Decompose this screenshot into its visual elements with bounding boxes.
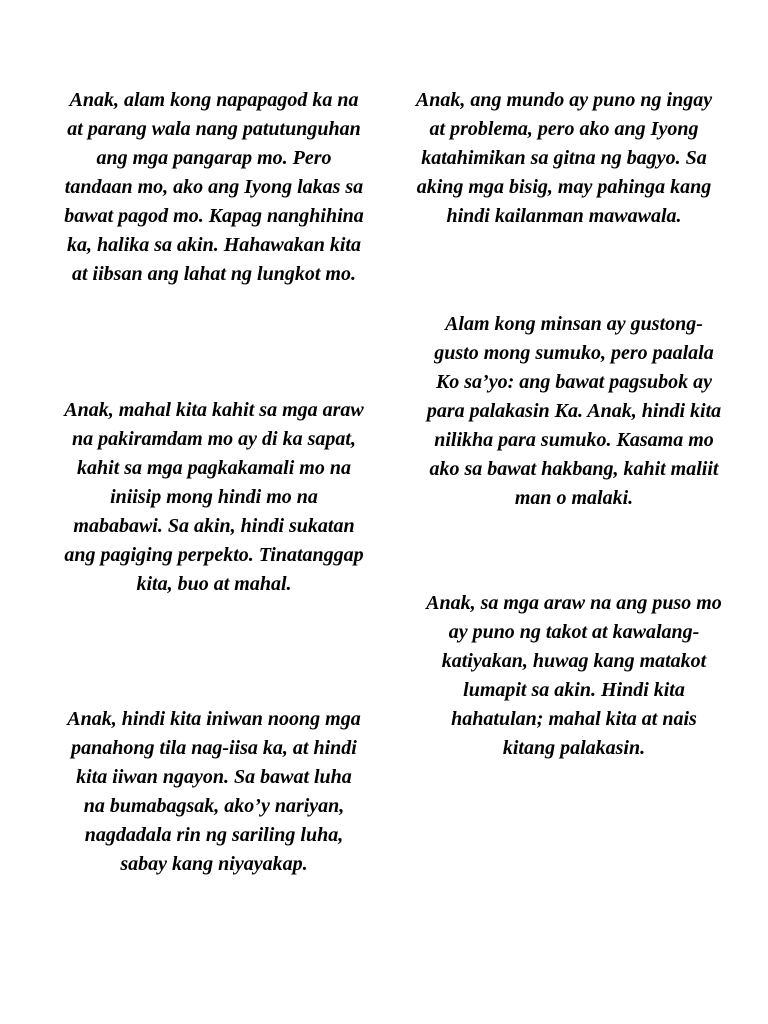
paragraph-4: Anak, ang mundo ay puno ng ingay at problema, pero ako ang Iyong katahimikan sa gitna ng bagyo. Sa aking mga bisig, may pahinga kang hindi kailanman mawawala. [415, 89, 713, 227]
paragraph-6: Anak, sa mga araw na ang puso mo ay puno ng takot at kawalang-katiyakan, huwag kang matakot lumapit sa akin. Hindi kita hahatulan; mahal kita at nais kitang palakasin. [426, 592, 722, 759]
paragraph-2: Anak, mahal kita kahit sa mga araw na pakiramdam mo ay di ka sapat, kahit sa mga pagkakamali mo na iniisip mong hindi mo na mababawi. Sa akin, hindi sukatan ang pagiging perpekto. Tinatanggap kita, buo at mahal. [64, 399, 364, 595]
paragraph-5: Alam kong minsan ay gustong-gusto mong sumuko, pero paalala Ko sa’yo: ang bawat pagsubok ay para palakasin Ka. Anak, hindi kita nilikha para sumuko. Kasama mo ako sa bawat hakbang, kahit maliit man o malaki. [426, 313, 722, 509]
paragraph-1: Anak, alam kong napapagod ka na at parang wala nang patutunguhan ang mga pangarap mo. Pero tandaan mo, ako ang Iyong lakas sa bawat pagod mo. Kapag nanghihina ka, halika sa akin. Hahawakan kita at iibsan ang lahat ng lungkot mo. [64, 89, 364, 285]
paragraph-3: Anak, hindi kita iniwan noong mga panahong tila nag-iisa ka, at hindi kita iiwan ngayon. Sa bawat luha na bumabagsak, ako’y nariyan, nagdadala rin ng sariling luha, sabay kang niyayakap. [67, 708, 361, 875]
